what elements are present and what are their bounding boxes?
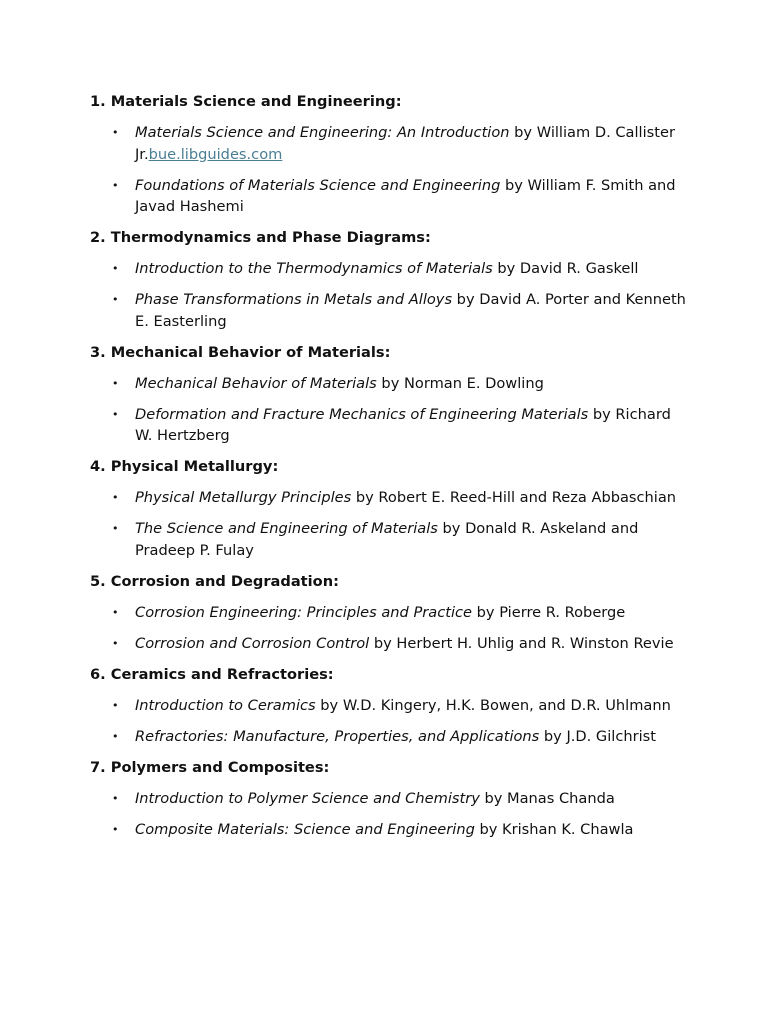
bullet-icon: • <box>112 407 119 421</box>
book-title: Introduction to the Thermodynamics of Materials <box>135 260 493 277</box>
section <box>90 456 690 561</box>
book-authors: by Pierre R. Roberge <box>472 603 626 621</box>
book-authors: by Herbert H. Uhlig and R. Winston Revie <box>369 634 674 652</box>
book-list <box>90 258 690 332</box>
bullet-icon: • <box>112 178 119 192</box>
book-authors: by David R. Gaskell <box>492 260 639 277</box>
book-title: Materials Science and Engineering: An Introduction <box>135 124 510 141</box>
book-title: Introduction to Ceramics <box>135 696 316 714</box>
book-authors: by Manas Chanda <box>479 789 615 807</box>
list-item <box>90 819 690 841</box>
bullet-icon: • <box>112 729 119 743</box>
bullet-icon: • <box>112 376 119 390</box>
book-authors: by Norman E. Dowling <box>376 374 544 392</box>
section-heading: 5. Corrosion and Degradation: <box>90 572 339 590</box>
source-link[interactable]: bue.libguides.com <box>148 145 283 163</box>
book-list <box>90 695 690 748</box>
book-list <box>90 788 690 841</box>
book-authors: by William F. Smith and Javad Hashemi <box>135 176 676 215</box>
bullet-icon: • <box>112 293 119 306</box>
book-title: Physical Metallurgy Principles <box>135 489 352 506</box>
book-title: Composite Materials: Science and Engineering <box>135 820 475 838</box>
section <box>90 342 690 447</box>
section <box>90 91 690 218</box>
book-authors: by W.D. Kingery, H.K. Bowen, and D.R. Uhlmann <box>315 696 671 714</box>
book-list <box>90 602 690 655</box>
list-item <box>90 404 690 447</box>
section-heading: 3. Mechanical Behavior of Materials: <box>90 343 391 361</box>
section-heading: 2. Thermodynamics and Phase Diagrams: <box>90 229 431 246</box>
list-item <box>90 788 690 810</box>
list-item <box>90 602 690 624</box>
book-authors: by Krishan K. Chawla <box>474 820 634 838</box>
list-item <box>90 373 690 395</box>
book-list <box>90 91 690 850</box>
section <box>90 571 690 655</box>
bullet-icon: • <box>112 605 119 619</box>
section-heading: 6. Ceramics and Refractories: <box>90 665 334 683</box>
section-heading: 4. Physical Metallurgy: <box>90 458 279 475</box>
book-list <box>90 373 690 447</box>
book-title: Phase Transformations in Metals and Alloys <box>135 291 453 308</box>
list-item <box>90 726 690 748</box>
list-item <box>90 258 690 280</box>
section-heading: 7. Polymers and Composites: <box>90 758 330 776</box>
bullet-icon: • <box>112 822 119 836</box>
book-title: Deformation and Fracture Mechanics of Engineering Materials <box>135 405 589 423</box>
section <box>90 757 690 841</box>
book-title: Mechanical Behavior of Materials <box>135 374 377 392</box>
book-authors: by David A. Porter and Kenneth E. Easterling <box>135 291 686 330</box>
list-item <box>90 487 690 509</box>
list-item <box>90 695 690 717</box>
book-list <box>90 122 690 218</box>
bullet-icon: • <box>112 126 119 139</box>
bullet-icon: • <box>112 636 119 650</box>
bullet-icon: • <box>112 522 119 535</box>
book-authors: by Robert E. Reed-Hill and Reza Abbaschian <box>351 489 677 506</box>
book-title: Foundations of Materials Science and Engineering <box>135 176 501 194</box>
list-item <box>90 175 690 218</box>
bullet-icon: • <box>112 791 119 805</box>
list-item <box>90 122 690 165</box>
section <box>90 664 690 748</box>
list-item <box>90 518 690 561</box>
book-authors: by Donald R. Askeland and Pradeep P. Fulay <box>135 520 639 559</box>
section-heading: 1. Materials Science and Engineering: <box>90 93 402 110</box>
book-authors: by Richard W. Hertzberg <box>135 405 671 444</box>
section <box>90 227 690 332</box>
book-title: Introduction to Polymer Science and Chemistry <box>135 789 480 807</box>
book-authors: by William D. Callister Jr. <box>135 124 675 163</box>
bullet-icon: • <box>112 491 119 504</box>
bullet-icon: • <box>112 262 119 275</box>
book-list <box>90 487 690 561</box>
book-title: The Science and Engineering of Materials <box>135 520 438 537</box>
book-title: Corrosion Engineering: Principles and Practice <box>135 603 473 621</box>
book-title: Refractories: Manufacture, Properties, and Applications <box>135 727 540 745</box>
book-authors: by J.D. Gilchrist <box>539 727 656 745</box>
list-item <box>90 633 690 655</box>
book-title: Corrosion and Corrosion Control <box>135 634 370 652</box>
bullet-icon: • <box>112 698 119 712</box>
list-item <box>90 289 690 332</box>
